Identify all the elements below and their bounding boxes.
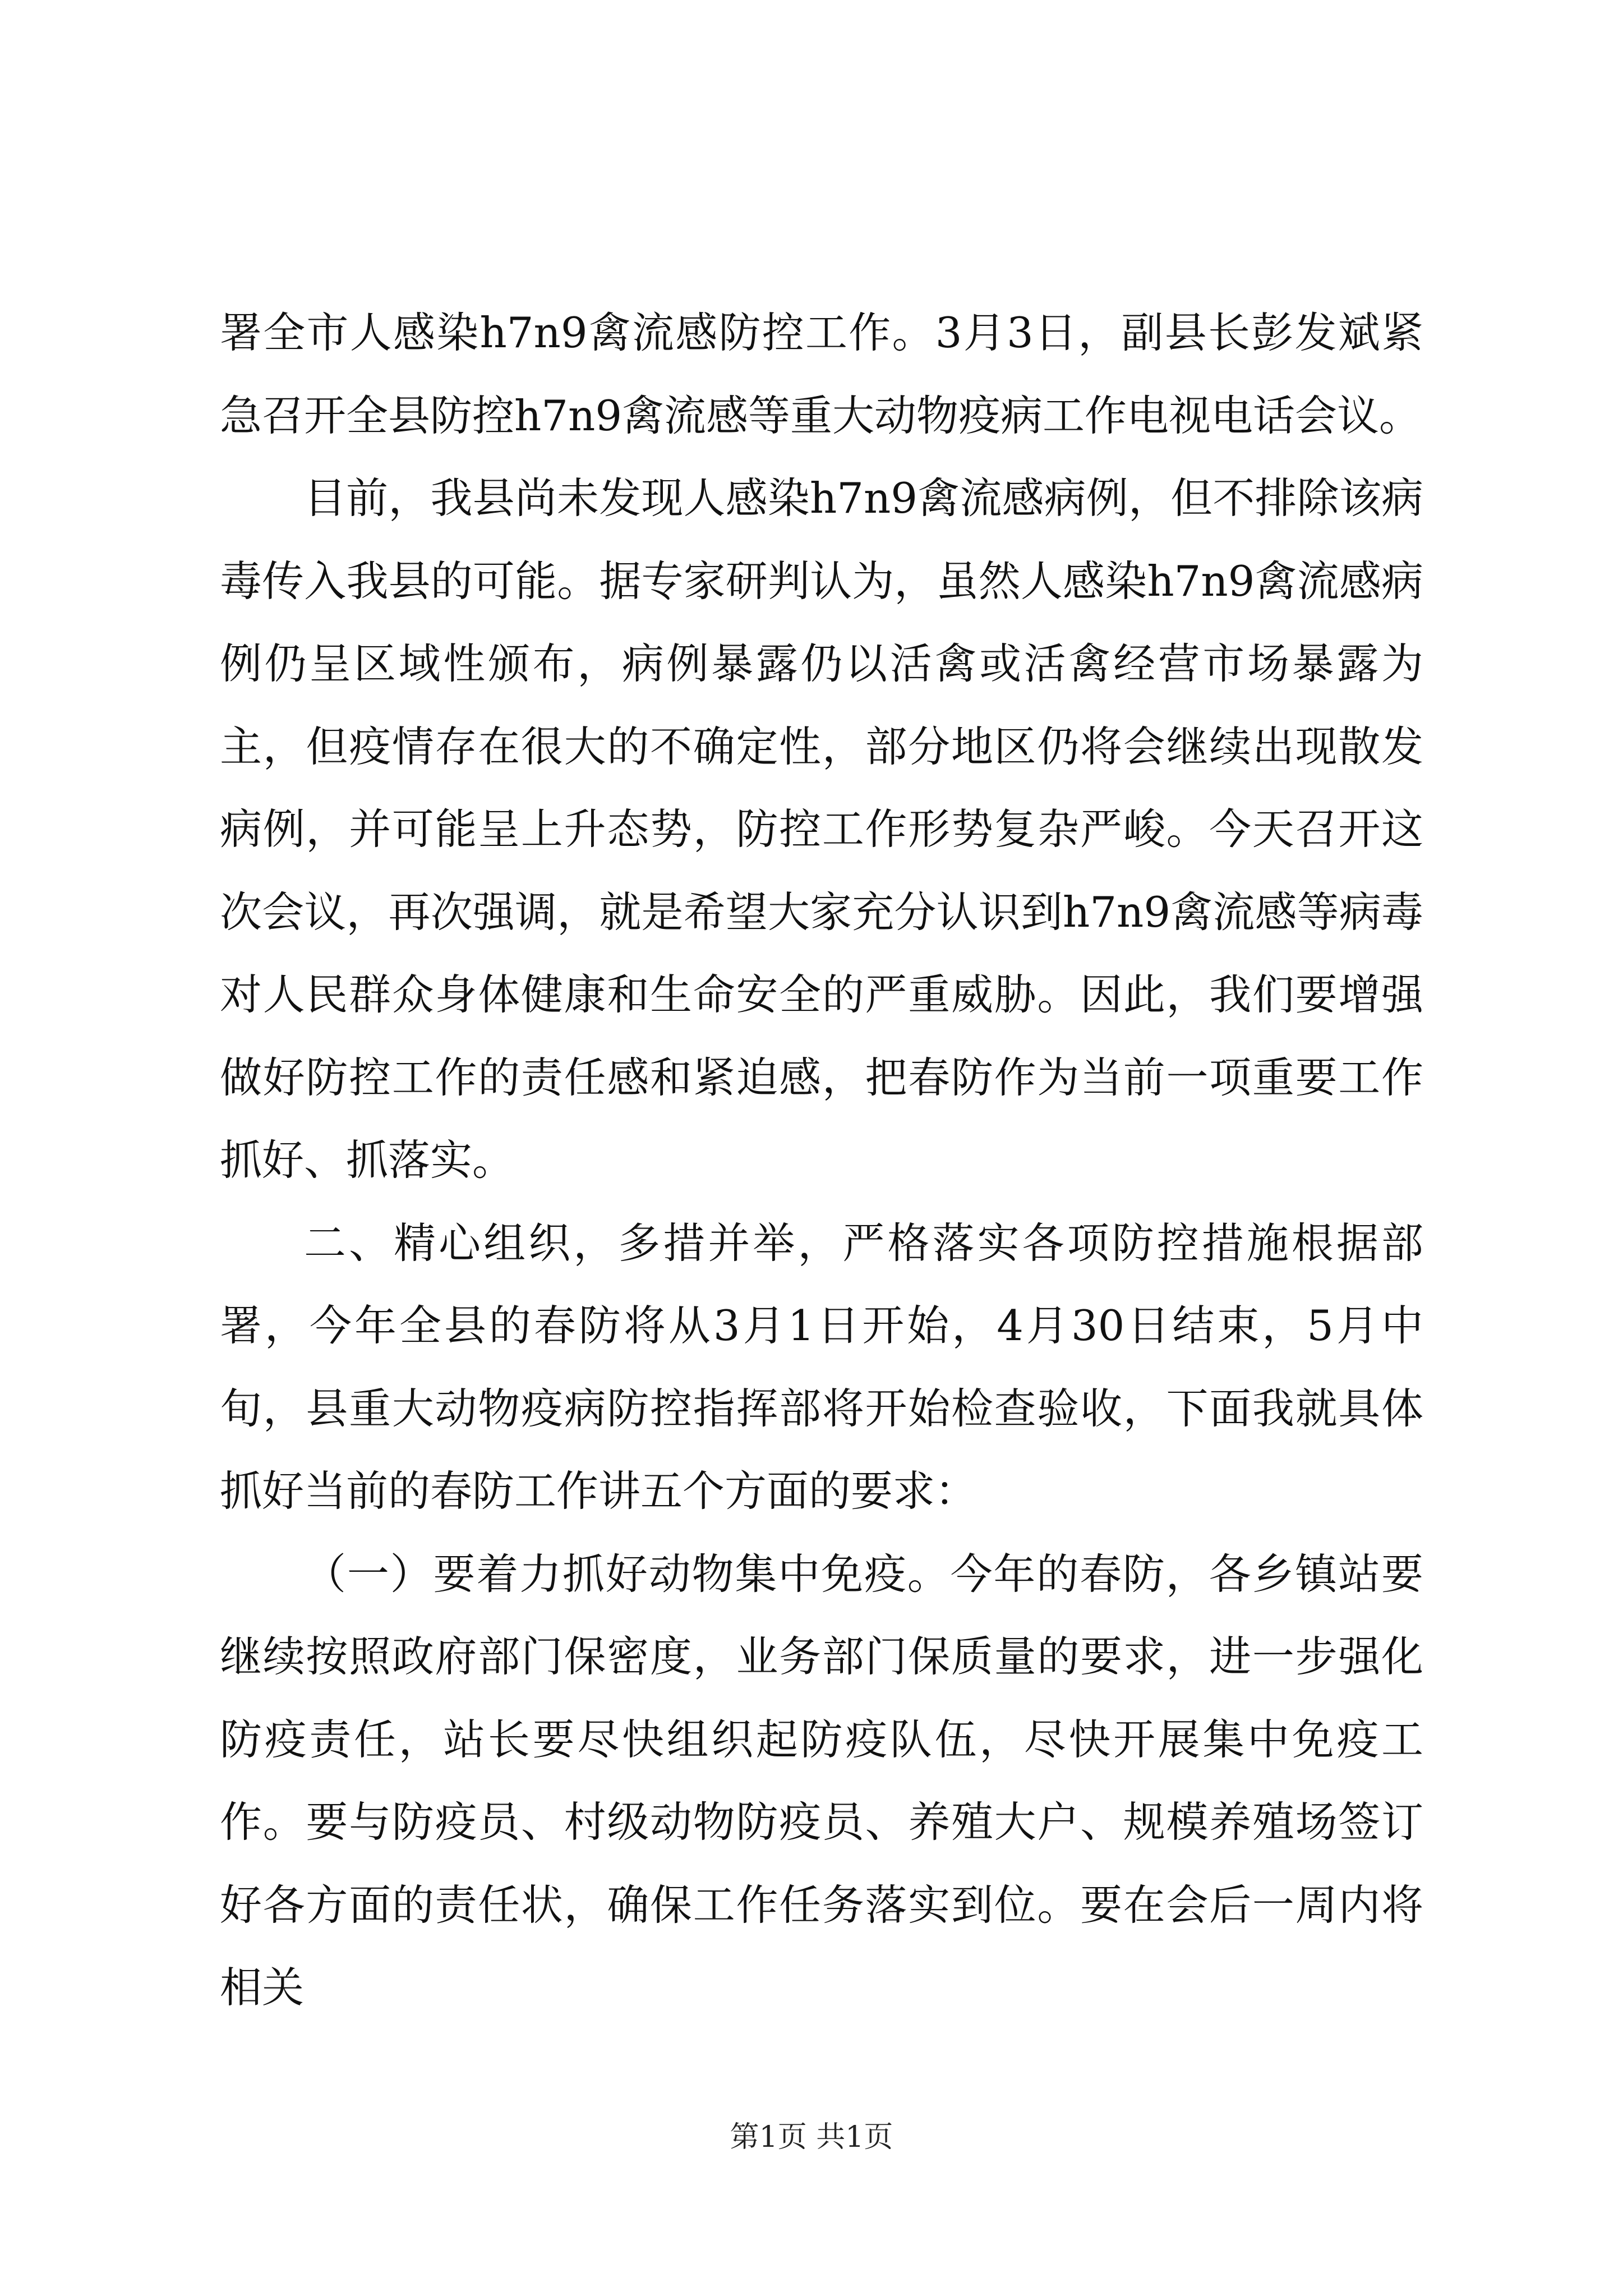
document-body: [220, 292, 1423, 2030]
paragraph-subsection-one: （一）要着力抓好动物集中免疫。今年的春防，各乡镇站要继续按照政府部门保密度，业务部门保质量的要求，进一步强化防疫责任，站长要尽快组织起防疫队伍，尽快开展集中免疫工作。要与防疫员、村级动物防疫员、养殖大户、规模养殖场签订好各方面的责任状，确保工作任务落实到位。要在会后一周内将相关: [220, 1549, 1423, 2012]
paragraph-current-situation: 目前，我县尚未发现人感染h7n9禽流感病例，但不排除该病毒传入我县的可能。据专家研判认为，虽然人感染h7n9禽流感病例仍呈区域性颁布，病例暴露仍以活禽或活禽经营市场暴露为主，但疫情存在很大的不确定性，部分地区仍将会继续出现散发病例，并可能呈上升态势，防控工作形势复杂严峻。今天召开这次会议，再次强调，就是希望大家充分认识到h7n9禽流感等病毒对人民群众身体健康和生命安全的严重威胁。因此，我们要增强做好防控工作的责任感和紧迫感，把春防作为当前一项重要工作抓好、抓落实。: [220, 473, 1423, 1185]
page-number-footer: 第1页 共1页: [730, 2120, 893, 2154]
paragraph-continuation: 署全市人感染h7n9禽流感防控工作。3月3日，副县长彭发斌紧急召开全县防控h7n9禽流感等重大动物疫病工作电视电话会议。: [220, 308, 1423, 440]
paragraph-section-two: 二、精心组织，多措并举，严格落实各项防控措施根据部署，今年全县的春防将从3月1日开始，4月30日结束，5月中旬，县重大动物疫病防控指挥部将开始检查验收，下面我就具体抓好当前的春防工作讲五个方面的要求：: [220, 1218, 1423, 1516]
